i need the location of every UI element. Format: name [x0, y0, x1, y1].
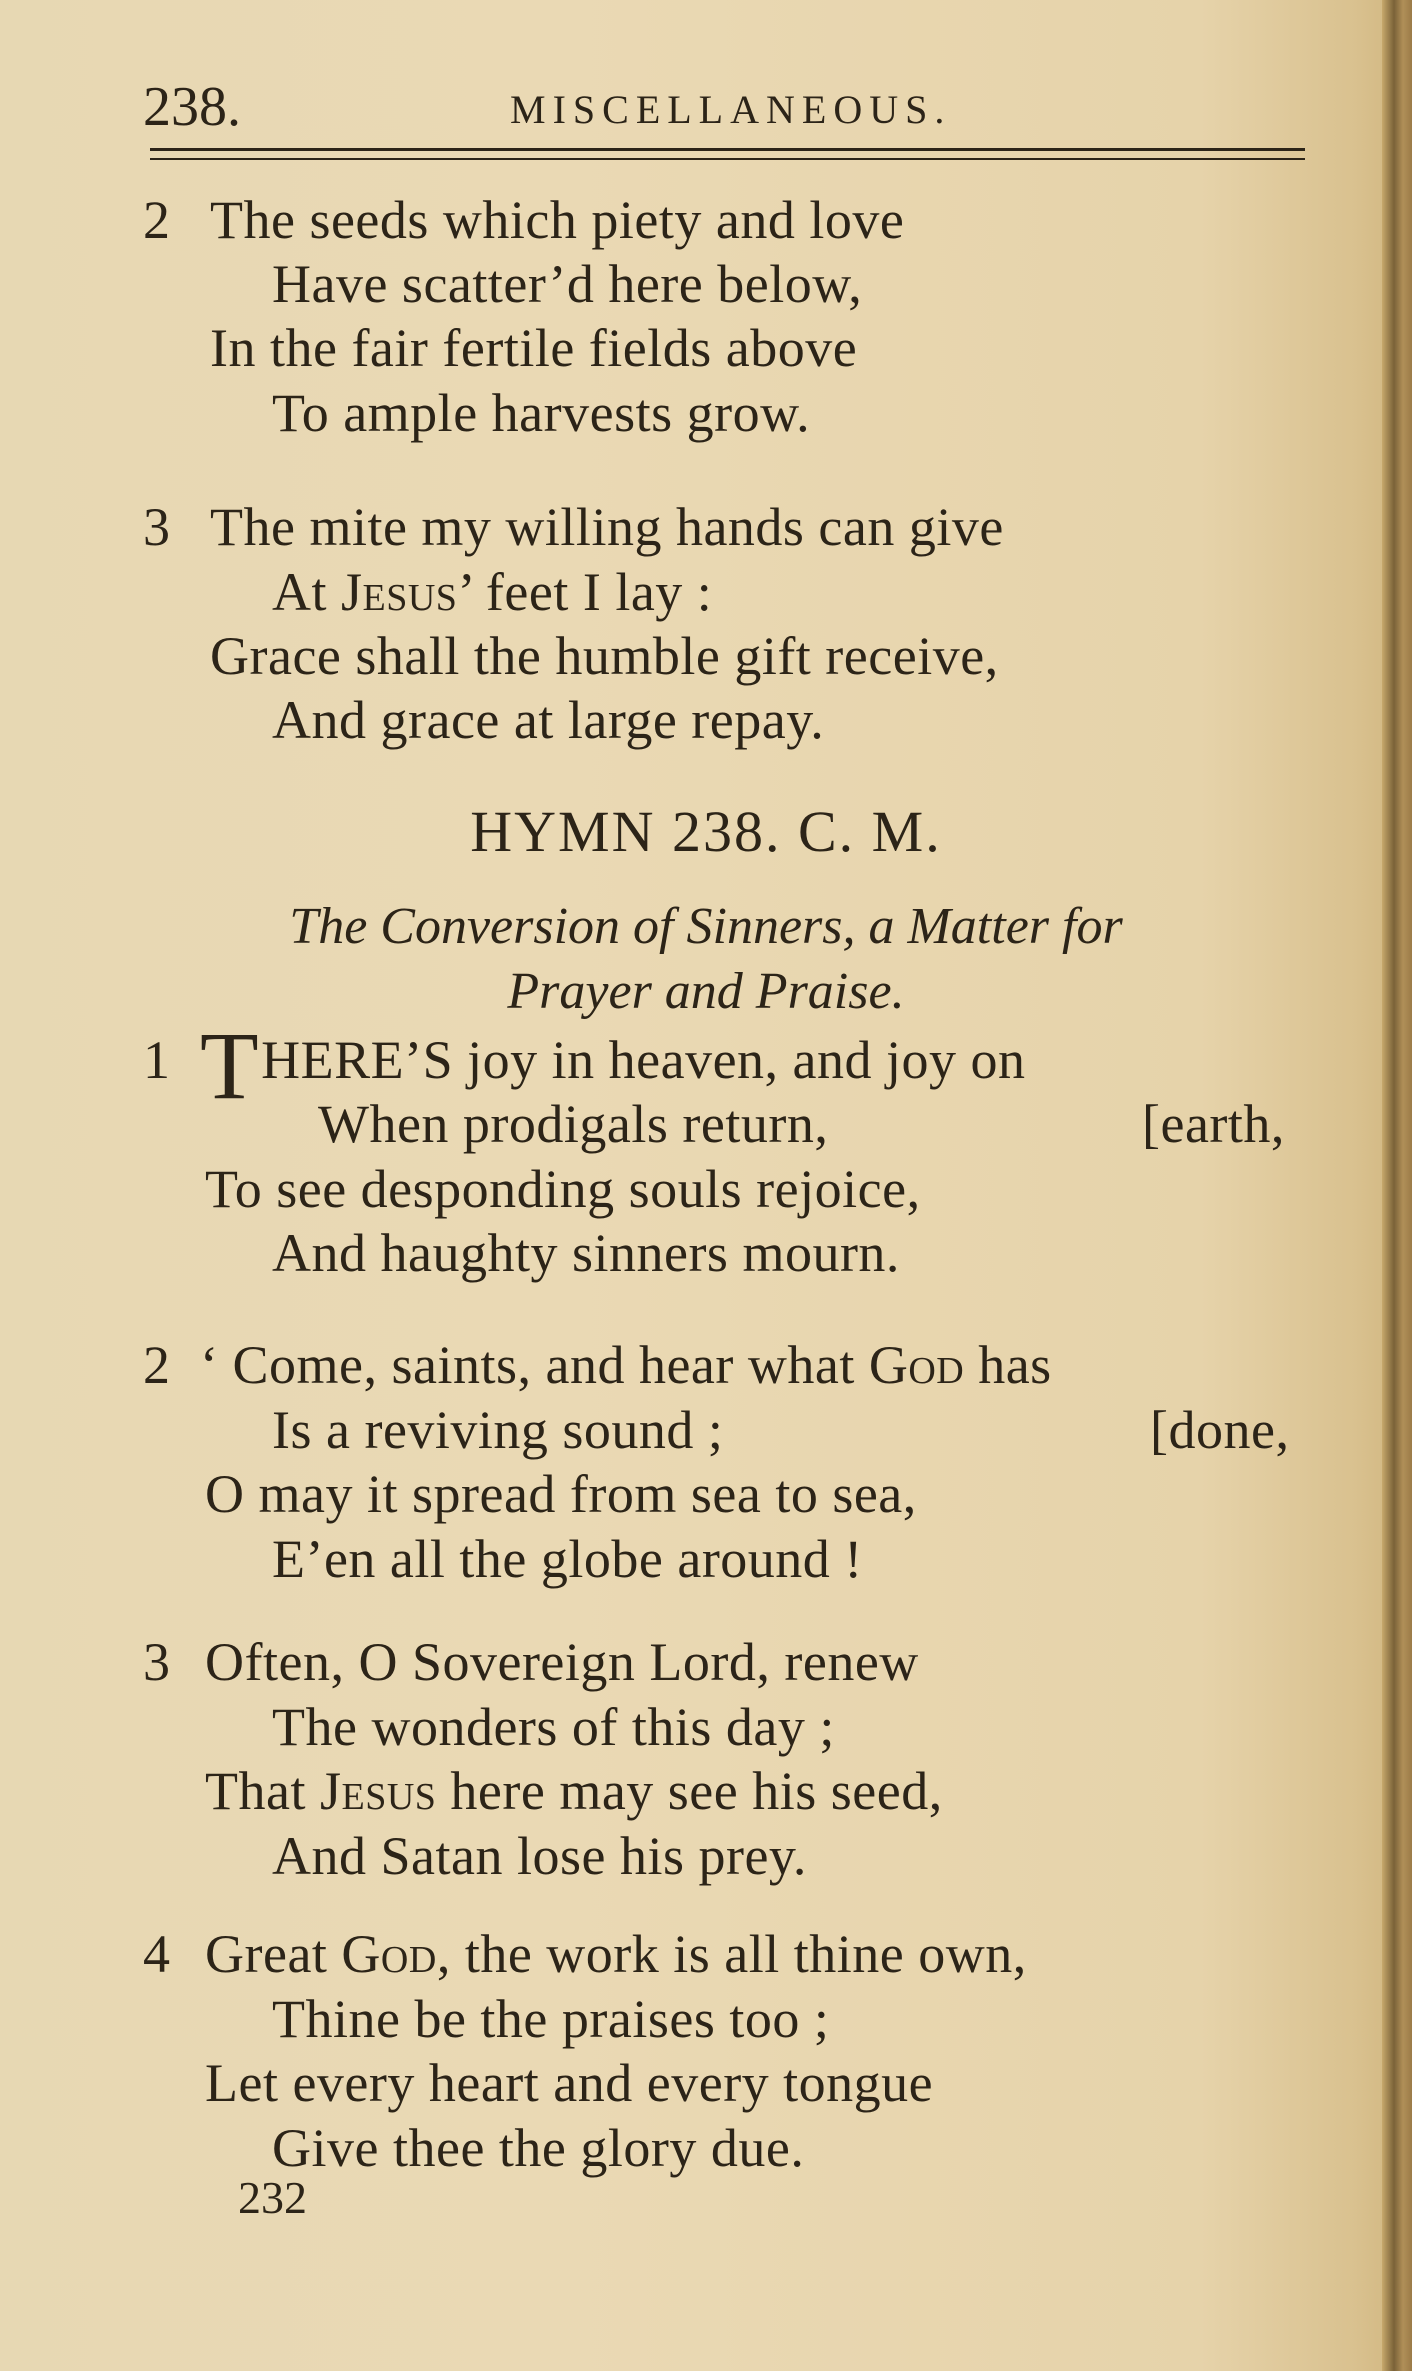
verse-line: Often, O Sovereign Lord, renew	[205, 1632, 919, 1692]
carryover-word: [earth,	[1142, 1094, 1285, 1154]
hymn-subtitle: The Conversion of Sinners, a Matter for	[289, 898, 1123, 955]
verse-line: O may it spread from sea to sea,	[205, 1464, 917, 1524]
verse-line: At Jesus’ feet I lay :	[272, 562, 713, 622]
stanza-number: 4	[143, 1924, 170, 1984]
header-rule-thin	[150, 158, 1305, 160]
verse-line: The wonders of this day ;	[272, 1697, 835, 1757]
verse-line: E’en all the globe around !	[272, 1529, 863, 1589]
stanza-number: 2	[143, 1335, 170, 1395]
verse-line: Grace shall the humble gift receive,	[210, 626, 999, 686]
verse-line: Thine be the praises too ;	[272, 1989, 830, 2049]
verse-line: To ample harvests grow.	[272, 383, 811, 443]
verse-line: To see desponding souls rejoice,	[205, 1159, 921, 1219]
verse-line: And haughty sinners mourn.	[272, 1223, 900, 1283]
verse-line: And Satan lose his prey.	[272, 1826, 807, 1886]
verse-line: The seeds which piety and love	[210, 190, 905, 250]
stanza-number: 1	[143, 1030, 170, 1090]
verse-line: Is a reviving sound ;	[272, 1400, 724, 1460]
verse-line: And grace at large repay.	[272, 690, 825, 750]
stanza-number: 3	[143, 497, 170, 557]
verse-line	[200, 1012, 1026, 1119]
verse-line: Have scatter’d here below,	[272, 254, 863, 314]
signature-mark: 232	[238, 2172, 307, 2223]
header-rule	[150, 148, 1305, 151]
drop-cap: T	[200, 1012, 260, 1119]
verse-line: Give thee the glory due.	[272, 2118, 805, 2178]
verse-text: HERE’S joy in heaven, and joy on	[261, 1030, 1026, 1090]
carryover-word: [done,	[1150, 1400, 1290, 1460]
verse-line: ‘ Come, saints, and hear what God has	[200, 1335, 1052, 1395]
verse-line: In the fair fertile fields above	[210, 318, 858, 378]
page-number: 238.	[143, 76, 241, 138]
verse-line: When prodigals return,	[318, 1094, 829, 1154]
hymn-heading: HYMN 238. C. M.	[470, 799, 942, 864]
verse-line: Great God, the work is all thine own,	[205, 1924, 1027, 1984]
page-edge	[1382, 0, 1412, 2371]
stanza-number: 3	[143, 1632, 170, 1692]
verse-line: That Jesus here may see his seed,	[205, 1761, 943, 1821]
hymn-subtitle: Prayer and Praise.	[507, 963, 905, 1020]
running-title: MISCELLANEOUS.	[510, 87, 952, 132]
stanza-number: 2	[143, 190, 170, 250]
verse-line: The mite my willing hands can give	[210, 497, 1004, 557]
verse-line: Let every heart and every tongue	[205, 2053, 934, 2113]
